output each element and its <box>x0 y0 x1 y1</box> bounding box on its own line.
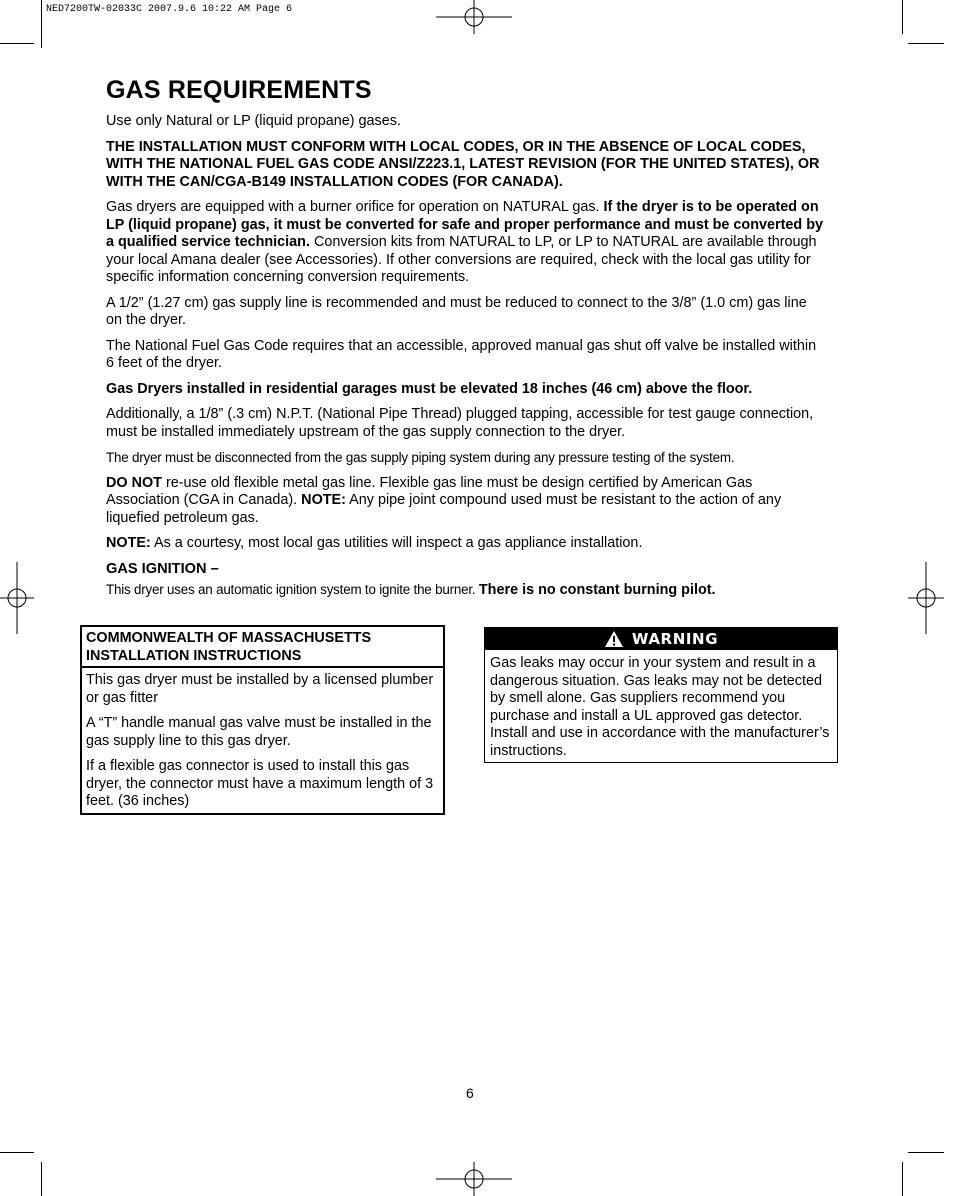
paragraph-gas-types: Use only Natural or LP (liquid propane) gases. <box>106 113 401 129</box>
warning-triangle-icon <box>604 630 624 648</box>
crop-mark <box>41 1162 42 1196</box>
registration-mark-icon <box>908 562 944 634</box>
paragraph-tapping: Additionally, a 1/8” (.3 cm) N.P.T. (National Pipe Thread) plugged tapping, accessible for test gauge connection, must be installed immediately upstream of the gas supply connection to the dryer. <box>106 406 814 440</box>
text-run: Any pipe joint compound used must be resistant to the action of any liquefied petroleum gas. <box>106 492 782 526</box>
massachusetts-item: If a flexible gas connector is used to install this gas dryer, the connector must have a maximum length of 3 feet. (36 inches) <box>86 758 434 809</box>
massachusetts-item: This gas dryer must be installed by a licensed plumber or gas fitter <box>86 672 434 706</box>
crop-mark <box>908 43 944 44</box>
paragraph-shutoff-valve: The National Fuel Gas Code requires that an accessible, approved manual gas shut off valve be installed within 6 feet of the dryer. <box>106 337 817 371</box>
warning-body <box>485 650 837 762</box>
crop-mark <box>41 0 42 48</box>
massachusetts-instructions-box <box>80 625 445 815</box>
bold-text-run: DO NOT <box>106 474 162 491</box>
text-run: As a courtesy, most local gas utilities will inspect a gas appliance installation. <box>150 535 643 551</box>
registration-mark-icon <box>0 562 34 634</box>
crop-mark <box>0 43 34 44</box>
bold-text-run: If the dryer is to be operated on LP (liquid propane) gas, it must be converted for safe and proper performance and must be converted by a qualified service technician. <box>106 199 824 250</box>
main-content <box>106 76 826 607</box>
paragraph-courtesy-note <box>106 535 826 553</box>
paragraph-codes: THE INSTALLATION MUST CONFORM WITH LOCAL CODES, OR IN THE ABSENCE OF LOCAL CODES, WITH THE NATIONAL FUEL GAS CODE ANSI/Z223.1, LATEST REVISION (FOR THE UNITED STATES), OR WITH THE CAN/CGA-B149 INSTALLATION CODES (FOR CANADA). <box>106 138 820 190</box>
paragraph-flexible-line <box>106 475 826 528</box>
text-run: Conversion kits from NATURAL to LP, or LP to NATURAL are available through your local Amana dealer (see Accessories). If other conversions are required, check with the local gas utility for specific information concerning conversion requirements. <box>106 234 817 285</box>
text-run: re-use old flexible metal gas line. Flexible gas line must be design certified by American Gas Association (CGA in Canada). <box>106 474 753 508</box>
massachusetts-body <box>82 668 443 813</box>
paragraph-ignition <box>106 581 826 600</box>
crop-mark <box>902 1162 903 1196</box>
section-heading-gas-ignition: GAS IGNITION – <box>106 560 219 577</box>
warning-box <box>484 627 838 763</box>
text-run: This dryer uses an automatic ignition system to ignite the burner. <box>106 581 479 597</box>
warning-text: Gas leaks may occur in your system and result in a dangerous situation. Gas leaks may not be detected by smell alone. Gas suppliers recommend you purchase and install a UL approved gas detector. Install and use in accordance with the manufacturer’s instructions. <box>490 655 830 759</box>
crop-mark <box>0 1152 34 1153</box>
paragraph-conversion <box>106 199 826 287</box>
crop-mark <box>908 1152 944 1153</box>
page-title: GAS REQUIREMENTS <box>106 76 372 104</box>
warning-header <box>485 628 837 650</box>
registration-mark-icon <box>436 1162 512 1196</box>
bold-text-run: NOTE: <box>106 535 151 551</box>
massachusetts-item: A “T” handle manual gas valve must be installed in the gas supply line to this gas dryer. <box>86 715 432 749</box>
print-slug: NED7200TW-02033C 2007.9.6 10:22 AM Page 6 <box>46 4 293 15</box>
massachusetts-heading: COMMONWEALTH OF MASSACHUSETTS INSTALLATION INSTRUCTIONS <box>82 627 443 668</box>
paragraph-pressure-test: The dryer must be disconnected from the gas supply piping system during any pressure testing of the system. <box>106 450 735 465</box>
bold-text-run: NOTE: <box>301 492 346 508</box>
text-run: Gas dryers are equipped with a burner orifice for operation on NATURAL gas. <box>106 199 604 215</box>
warning-label: WARNING <box>631 630 719 648</box>
page-number: 6 <box>466 1085 474 1101</box>
crop-mark <box>902 0 903 34</box>
bold-text-run: There is no constant burning pilot. <box>478 581 716 598</box>
paragraph-garage: Gas Dryers installed in residential garages must be elevated 18 inches (46 cm) above the floor. <box>106 380 753 397</box>
registration-mark-icon <box>436 0 512 38</box>
paragraph-supply-line: A 1/2” (1.27 cm) gas supply line is recommended and must be reduced to connect to the 3/8” (1.0 cm) gas line on the dryer. <box>106 294 807 328</box>
